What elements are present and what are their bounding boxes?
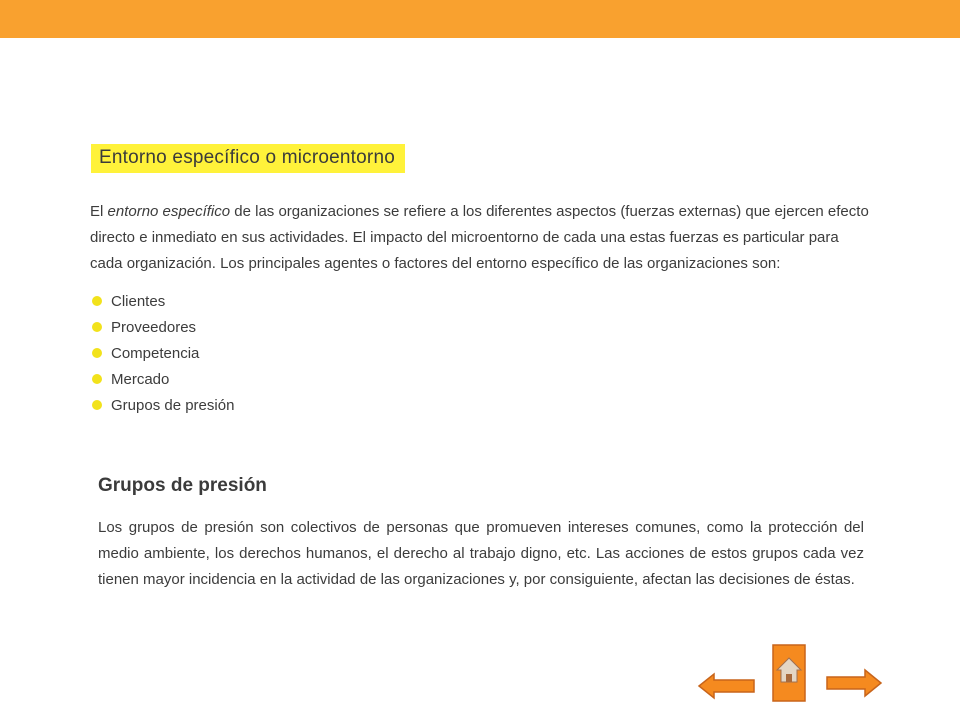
- list-item-label: Clientes: [111, 292, 166, 310]
- list-item: [92, 288, 234, 314]
- bullet-dot-icon: [92, 296, 102, 306]
- bullet-dot-icon: [92, 374, 102, 384]
- top-bar: [0, 0, 960, 38]
- intro-rest: de las organizaciones se refiere a los diferentes aspectos (fuerzas externas) que ejercen efecto directo e inmediato en sus actividades. El impacto del microentorno de cada una estas fuerzas es particular para cada organización. Los principales agentes o factores del entorno específico de las organizaciones son:: [90, 203, 869, 272]
- list-item: [92, 314, 234, 340]
- list-item: [92, 340, 234, 366]
- home-button[interactable]: [772, 644, 806, 702]
- intro-lead: El: [90, 203, 108, 220]
- bullet-dot-icon: [92, 400, 102, 410]
- bullet-dot-icon: [92, 322, 102, 332]
- grupos-presion-paragraph: Los grupos de presión son colectivos de personas que promueven intereses comunes, como la protección del medio ambiente, los derechos humanos, el derecho al trabajo digno, etc. Las acciones de estos grupos cada vez tienen mayor incidencia en la actividad de las organizaciones y, por consiguiente, afectan las decisiones de éstas.: [98, 519, 864, 588]
- next-button[interactable]: [825, 668, 883, 698]
- prev-button[interactable]: [697, 672, 757, 700]
- list-item-label: Competencia: [111, 344, 200, 362]
- intro-emphasis: entorno específico: [107, 203, 231, 220]
- section-title-grupos-presion: Grupos de presión: [98, 475, 267, 496]
- list-item-label: Grupos de presión: [111, 396, 235, 414]
- list-item: [92, 366, 234, 392]
- section-title-microentorno: Entorno específico o microentorno: [91, 144, 405, 173]
- bullet-dot-icon: [92, 348, 102, 358]
- list-item-label: Mercado: [111, 370, 170, 388]
- home-icon: [772, 644, 806, 702]
- arrow-left-icon: [697, 672, 757, 700]
- intro-paragraph: [90, 199, 870, 277]
- arrow-right-icon: [825, 668, 883, 698]
- list-item-label: Proveedores: [111, 318, 197, 336]
- list-item: [92, 392, 234, 418]
- factors-list: [92, 288, 234, 418]
